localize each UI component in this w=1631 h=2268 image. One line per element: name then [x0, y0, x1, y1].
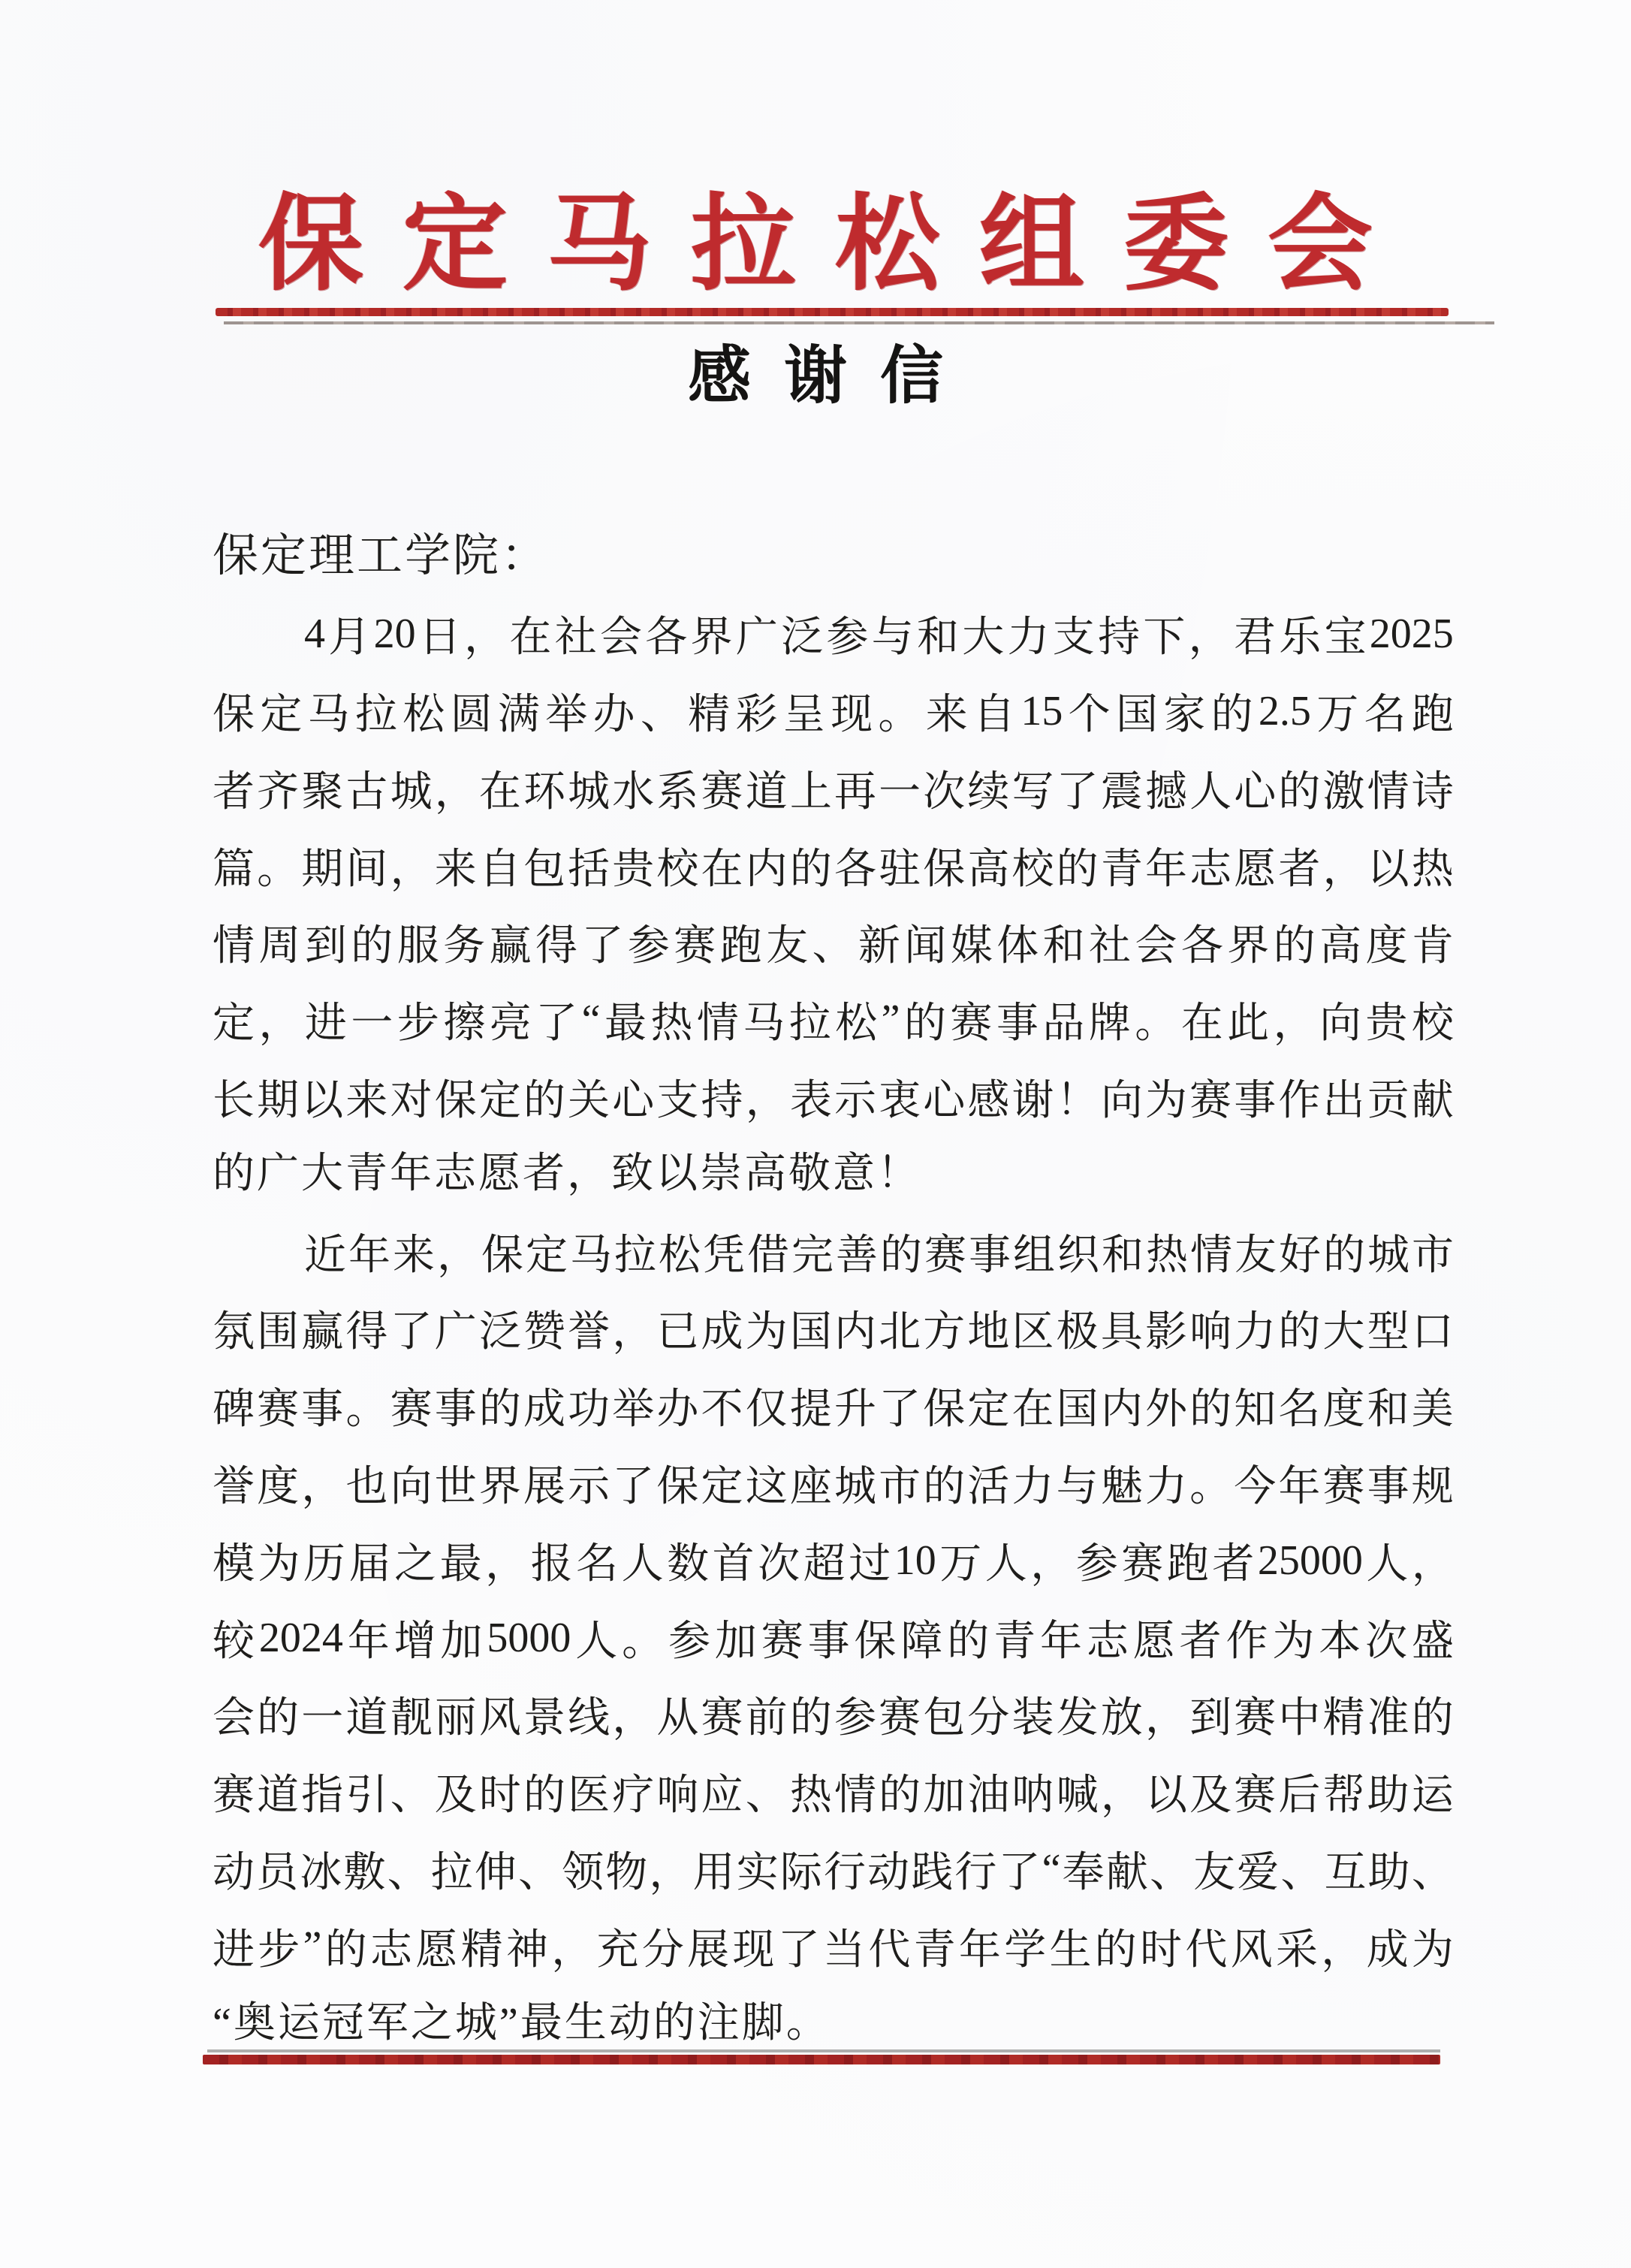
body-line: 情 周 到 的 服 务 赢 得 了 参 赛 跑 友 、 新 闻 媒 体 和 社 会 各 界 的 高 度 肯 — [213, 923, 1454, 970]
letter-title: 感谢信 — [687, 342, 976, 412]
body-line: “奥运冠军之城”最生动的注脚。 — [213, 2000, 831, 2047]
footer-rule-thick — [203, 2055, 1440, 2064]
body-line: 进 步 ” 的 志 愿 精 神 ， 充 分 展 现 了 当 代 青 年 学 生 的 时 代 风 采 ， 成 为 — [213, 1923, 1454, 1974]
body-line: 会 的 一 道 靓 丽 风 景 线 ， 从 赛 前 的 参 赛 包 分 装 发 放 ， 到 赛 中 精 准 的 — [213, 1695, 1454, 1742]
body-line: 的广大青年志愿者，致以崇高敬意！ — [213, 1151, 921, 1198]
body-line: 动 员 冰 敷 、 拉 伸 、 领 物 ， 用 实 际 行 动 践 行 了 “ 奉 献 、 友 爱 、 互 助 、 — [213, 1845, 1454, 1896]
letterhead-rule-thick — [216, 308, 1449, 316]
letter-body — [213, 518, 1454, 2062]
letterhead-rule-thin — [224, 321, 1494, 324]
body-line: 氛 围 赢 得 了 广 泛 赞 誉 ， 已 成 为 国 内 北 方 地 区 极 具 影 响 力 的 大 型 口 — [213, 1309, 1454, 1356]
body-line: 4 月 20 日 ， 在 社 会 各 界 广 泛 参 与 和 大 力 支 持 下 ， 君 乐 宝 2025 — [304, 611, 1454, 662]
footer-rule-thin — [207, 2049, 1440, 2052]
body-line: 模 为 历 届 之 最 ， 报 名 人 数 首 次 超 过 10 万 人 ， 参 赛 跑 者 25000 人 ， — [213, 1537, 1454, 1588]
letterhead-stamp-text: 保定马拉松组委会 — [258, 187, 1412, 303]
body-line: 碑 赛 事 。 赛 事 的 成 功 举 办 不 仅 提 升 了 保 定 在 国 内 外 的 知 名 度 和 美 — [213, 1386, 1454, 1434]
body-line: 长 期 以 来 对 保 定 的 关 心 支 持 ， 表 示 衷 心 感 谢 ！ 向 为 赛 事 作 出 贡 献 — [213, 1077, 1454, 1124]
body-line: 者 齐 聚 古 城 ， 在 环 城 水 系 赛 道 上 再 一 次 续 写 了 震 撼 人 心 的 激 情 诗 — [213, 768, 1454, 816]
body-line: 篇 。 期 间 ， 来 自 包 括 贵 校 在 内 的 各 驻 保 高 校 的 青 年 志 愿 者 ， 以 热 — [213, 846, 1454, 893]
body-line: 定 ， 进 一 步 擦 亮 了 “ 最 热 情 马 拉 松 ” 的 赛 事 品 牌 。 在 此 ， 向 贵 校 — [213, 997, 1454, 1048]
body-line: 近 年 来 ， 保 定 马 拉 松 凭 借 完 善 的 赛 事 组 织 和 热 情 友 好 的 城 市 — [304, 1232, 1454, 1279]
salutation-line: 保定理工学院： — [213, 531, 550, 581]
body-line: 赛 道 指 引 、 及 时 的 医 疗 响 应 、 热 情 的 加 油 呐 喊 ， 以 及 赛 后 帮 助 运 — [213, 1772, 1454, 1820]
body-line: 保 定 马 拉 松 圆 满 举 办 、 精 彩 呈 现 。 来 自 15 个 国 家 的 2.5 万 名 跑 — [213, 687, 1454, 738]
body-line: 誉 度 ， 也 向 世 界 展 示 了 保 定 这 座 城 市 的 活 力 与 魅 力 。 今 年 赛 事 规 — [213, 1463, 1454, 1510]
body-line: 较 2024 年 增 加 5000 人 。 参 加 赛 事 保 障 的 青 年 志 愿 者 作 为 本 次 盛 — [213, 1614, 1454, 1665]
